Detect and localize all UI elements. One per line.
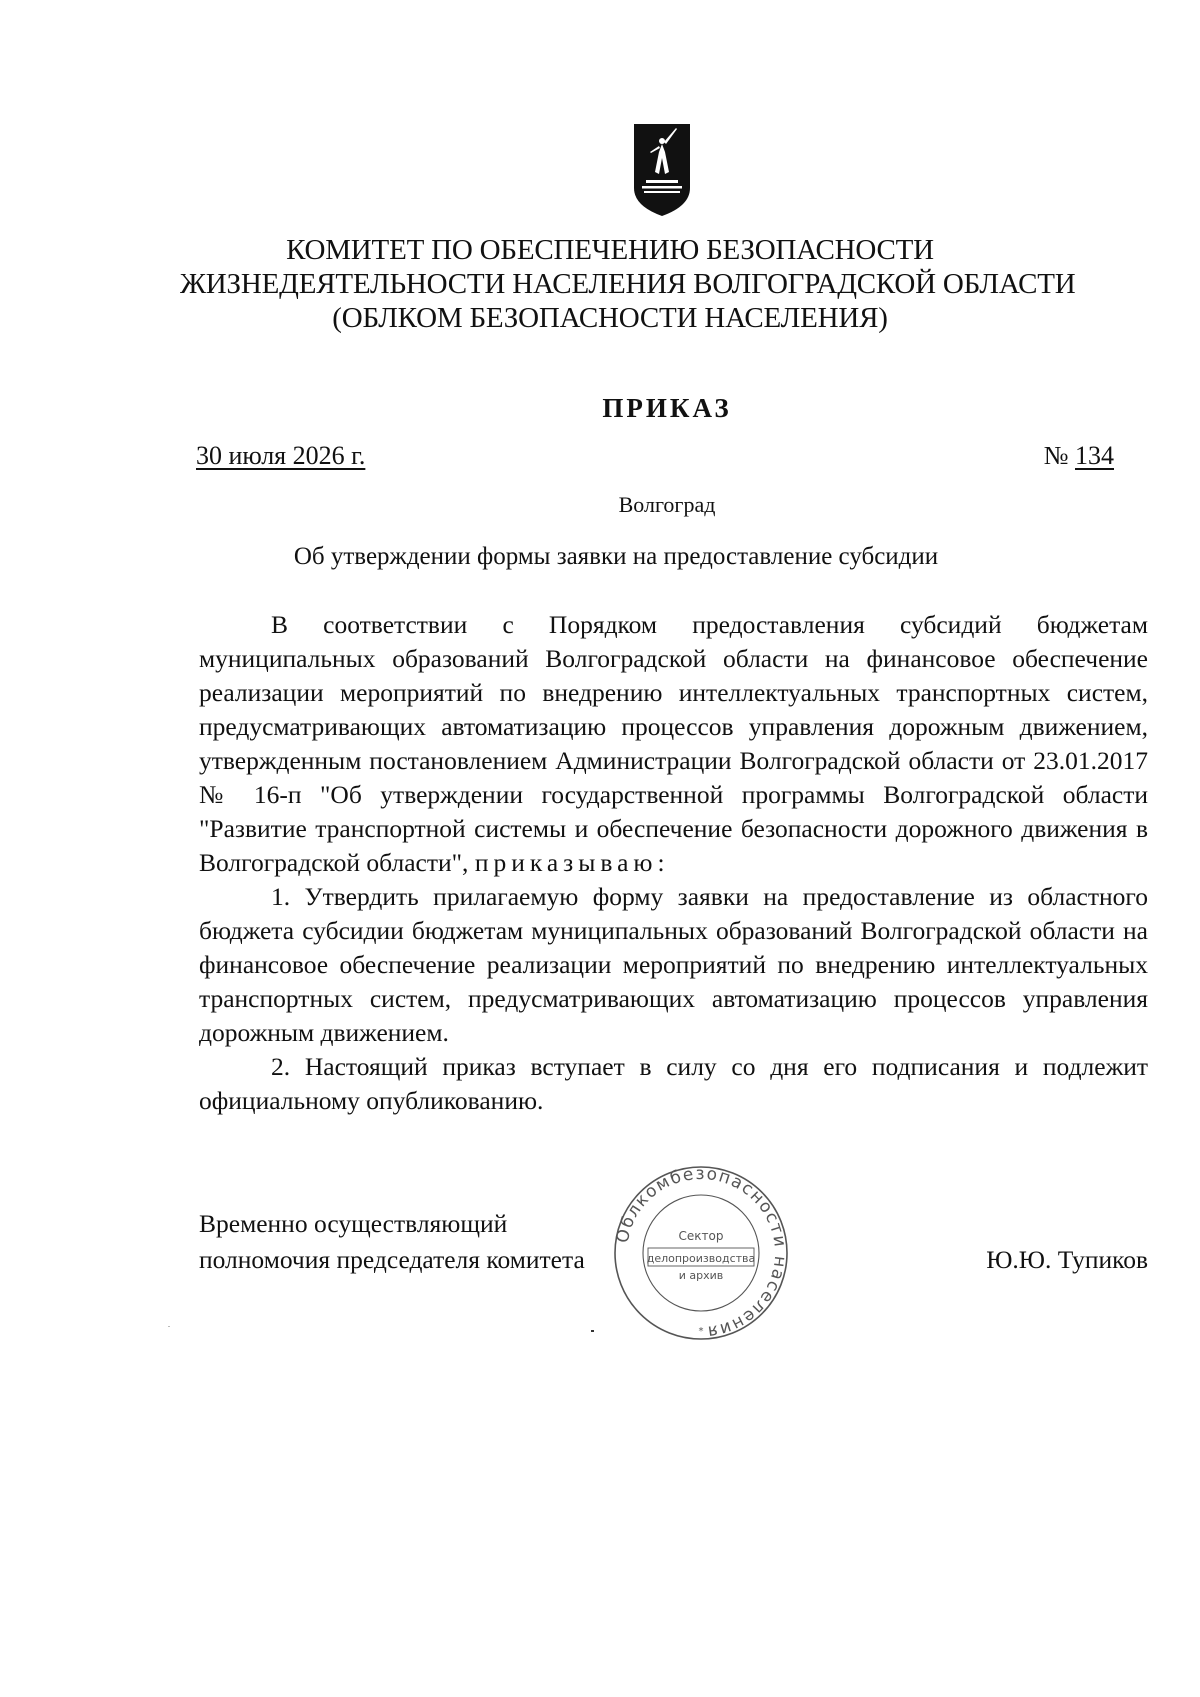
official-stamp [612,1164,790,1342]
volgograd-coat-of-arms-icon [632,122,692,218]
document-number [1044,441,1114,471]
signer-position-line-2: полномочия председателя комитета [199,1245,585,1274]
scan-speck [591,1330,594,1332]
item-1-paragraph: 1. Утвердить прилагаемую форму заявки на предоставление из областного бюджета субсидии бюджетам муниципальных образований Волгоградской области на финансовое обеспечение реализации мероприятий по внедрению интеллектуальных транспортных систем, предусматривающих автоматизацию процессов управления дорожным движением. [199,882,1148,1047]
org-line-3: (ОБЛКОМ БЕЗОПАСНОСТИ НАСЕЛЕНИЯ) [332,302,888,334]
stamp-outer-text: Облкомбезопасности населения [612,1164,790,1342]
signer-name: Ю.Ю. Тупиков [986,1245,1148,1274]
item-2-paragraph: 2. Настоящий приказ вступает в силу со дня его подписания и подлежит официальному опубликованию. [199,1052,1148,1115]
number-value: 134 [1075,441,1114,470]
signer-position-line-1: Временно осуществляющий [199,1209,508,1238]
stamp-inner-line-2: делопроизводства [646,1252,756,1265]
stamp-inner-line-3: и архив [678,1269,724,1282]
signer-position [199,1206,585,1278]
stamp-inner-line-1: Сектор [678,1229,724,1243]
scan-speck-edge [168,1326,170,1327]
preamble-paragraph [199,608,1148,880]
order-word: приказываю: [474,848,670,877]
document-body [199,608,1148,1118]
document-type-title: ПРИКАЗ [602,393,732,423]
preamble-text: В соответствии с Порядком предоставления субсидий бюджетам муниципальных образований Волгоградской области на финансовое обеспечение реализации мероприятий по внедрению интеллектуальных транспортных систем, предусматривающих автоматизацию процессов управления дорожным движением, утвержденным постановлением Администрации Волгоградской области от 23.01.2017 № 16-п "Об утверждении государственной программы Волгоградской области "Развитие транспортной системы и обеспечение безопасности дорожного движения в Волгоградской области", [199,610,1148,877]
org-line-1: КОМИТЕТ ПО ОБЕСПЕЧЕНИЮ БЕЗОПАСНОСТИ [286,234,934,266]
document-date: 30 июля 2026 г. [196,441,366,470]
document-city: Волгоград [618,492,716,517]
number-sign: № [1043,441,1069,470]
document-subject: Об утверждении формы заявки на предоставление субсидии [293,543,939,570]
org-line-2: ЖИЗНЕДЕЯТЕЛЬНОСТИ НАСЕЛЕНИЯ ВОЛГОГРАДСКОЙ ОБЛАСТИ [180,268,1076,300]
organization-name [180,233,1076,335]
svg-text:*: * [698,1326,704,1337]
